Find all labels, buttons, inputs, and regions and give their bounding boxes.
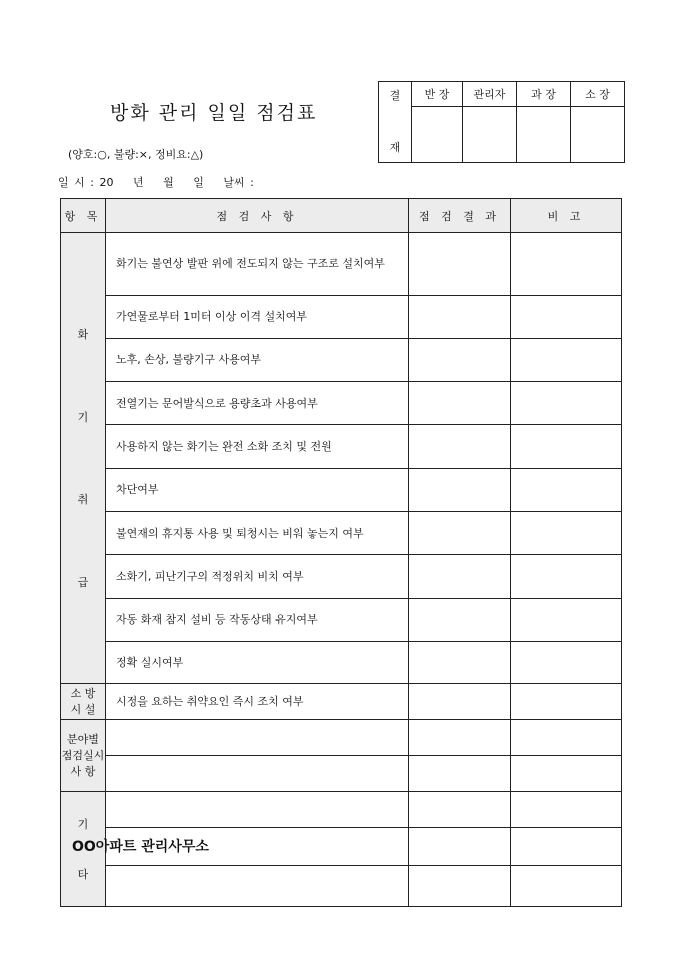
weather-label: 날씨 :	[223, 176, 254, 189]
other-label-char: 기	[77, 818, 89, 831]
result-cell[interactable]	[409, 555, 511, 598]
result-cell[interactable]	[409, 684, 511, 720]
blank-item-cell[interactable]	[106, 866, 409, 907]
remarks-cell[interactable]	[511, 555, 622, 598]
blank-item-cell[interactable]	[106, 720, 409, 756]
month-label: 월	[163, 176, 174, 189]
fire-label-char: 화	[77, 328, 89, 342]
result-cell[interactable]	[409, 641, 511, 683]
result-cell[interactable]	[409, 233, 511, 296]
approval-role-2: 관리자	[463, 82, 517, 107]
blank-item-cell[interactable]	[106, 756, 409, 792]
approval-side-top: 결	[389, 89, 401, 102]
result-cell[interactable]	[409, 720, 511, 756]
check-item: 자동 화재 참지 설비 등 작동상태 유지여부	[106, 598, 409, 641]
check-item: 시정을 요하는 취약요인 즉시 조치 여부	[106, 684, 409, 720]
field-inspection-label	[61, 720, 106, 792]
remarks-cell[interactable]	[511, 756, 622, 792]
header-result: 점 검 결 과	[409, 199, 511, 233]
approval-side	[379, 82, 412, 163]
header-remarks: 비 고	[511, 199, 622, 233]
result-cell[interactable]	[409, 468, 511, 511]
remarks-cell[interactable]	[511, 425, 622, 468]
result-cell[interactable]	[409, 756, 511, 792]
field-label-line: 사 항	[70, 764, 96, 778]
remarks-cell[interactable]	[511, 866, 622, 907]
result-cell[interactable]	[409, 598, 511, 641]
office-signature: OO아파트 관리사무소	[72, 839, 209, 855]
remarks-cell[interactable]	[511, 511, 622, 554]
year-label: 년	[132, 176, 144, 189]
result-cell[interactable]	[409, 425, 511, 468]
approval-side-bottom: 재	[389, 141, 401, 154]
remarks-cell[interactable]	[511, 828, 622, 866]
result-cell[interactable]	[409, 295, 511, 338]
remarks-cell[interactable]	[511, 468, 622, 511]
remarks-cell[interactable]	[511, 382, 622, 425]
check-item: 가연물로부터 1미터 이상 이격 설치여부	[106, 295, 409, 338]
fire-label-char: 기	[77, 410, 89, 424]
check-item: 화기는 불연상 발판 위에 전도되지 않는 구조로 설치여부	[106, 233, 409, 296]
result-cell[interactable]	[409, 382, 511, 425]
result-cell[interactable]	[409, 866, 511, 907]
remarks-cell[interactable]	[511, 720, 622, 756]
signature-cell[interactable]	[412, 107, 463, 163]
check-item: 노후, 손상, 불량기구 사용여부	[106, 338, 409, 381]
remarks-cell[interactable]	[511, 233, 622, 296]
remarks-cell[interactable]	[511, 295, 622, 338]
header-item: 점 검 사 항	[106, 199, 409, 233]
fire-facility-label	[61, 684, 106, 720]
checklist-table	[60, 198, 622, 907]
fire-label-char: 급	[77, 575, 89, 589]
other-label-char: 타	[77, 868, 89, 881]
result-cell[interactable]	[409, 828, 511, 866]
remarks-cell[interactable]	[511, 338, 622, 381]
remarks-cell[interactable]	[511, 792, 622, 828]
approval-box	[378, 81, 625, 163]
signature-cell[interactable]	[463, 107, 517, 163]
approval-role-4: 소 장	[571, 82, 625, 107]
rating-legend: (양호:○, 불량:×, 정비요:△)	[68, 148, 204, 161]
field-label-line: 분야별	[67, 732, 99, 746]
date-label: 일 시 : 20	[58, 176, 114, 189]
field-label-line: 점검실시	[61, 748, 105, 762]
signature-cell[interactable]	[571, 107, 625, 163]
check-item: 정확 실시여부	[106, 641, 409, 683]
check-item: 차단여부	[106, 468, 409, 511]
date-line	[58, 174, 268, 190]
facility-label-line: 소 방	[70, 686, 96, 700]
check-item: 불연재의 휴지통 사용 및 퇴청시는 비워 놓는지 여부	[106, 511, 409, 554]
form-title: 방화 관리 일일 점검표	[110, 102, 318, 124]
header-category: 항 목	[61, 199, 106, 233]
remarks-cell[interactable]	[511, 684, 622, 720]
remarks-cell[interactable]	[511, 641, 622, 683]
blank-item-cell[interactable]	[106, 792, 409, 828]
check-item: 전열기는 문어발식으로 용량초과 사용여부	[106, 382, 409, 425]
facility-label-line: 시 설	[70, 702, 96, 716]
approval-role-1: 반 장	[412, 82, 463, 107]
result-cell[interactable]	[409, 511, 511, 554]
result-cell[interactable]	[409, 338, 511, 381]
approval-role-3: 과 장	[517, 82, 571, 107]
check-item: 소화기, 피난기구의 적정위치 비치 여부	[106, 555, 409, 598]
day-label: 일	[193, 176, 204, 189]
result-cell[interactable]	[409, 792, 511, 828]
signature-cell[interactable]	[517, 107, 571, 163]
remarks-cell[interactable]	[511, 598, 622, 641]
check-item: 사용하지 않는 화기는 완전 소화 조치 및 전원	[106, 425, 409, 468]
fire-label-char: 취	[77, 493, 89, 507]
fire-handling-label	[61, 233, 106, 684]
